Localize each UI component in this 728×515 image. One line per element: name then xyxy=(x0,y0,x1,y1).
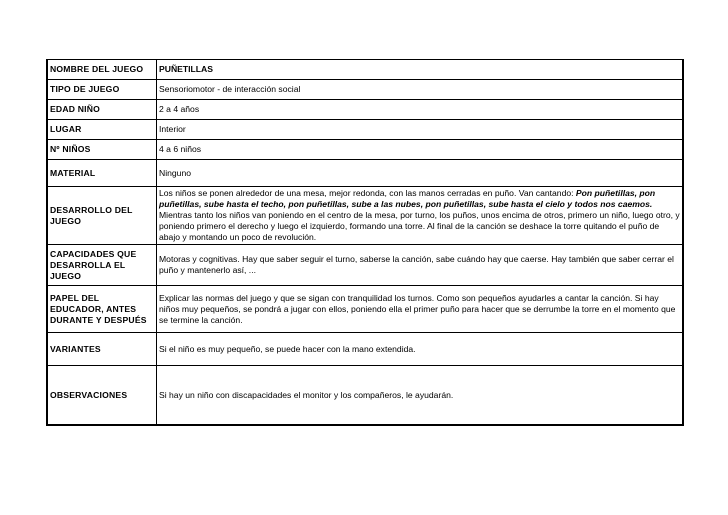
field-label-game-name: NOMBRE DEL JUEGO xyxy=(47,60,157,80)
development-text-intro: Los niños se ponen alrededor de una mesa, mejor redonda, con las manos cerradas en puño. Van cantando: xyxy=(159,188,576,198)
field-label-development: DESARROLLO DEL JUEGO xyxy=(47,187,157,245)
field-value-age: 2 a 4 años xyxy=(157,100,684,120)
table-row xyxy=(47,60,683,80)
field-value-development xyxy=(157,187,684,245)
game-sheet-table xyxy=(46,59,684,426)
table-row xyxy=(47,120,683,140)
field-label-observations: OBSERVACIONES xyxy=(47,366,157,426)
field-value-variants: Si el niño es muy pequeño, se puede hacer con la mano extendida. xyxy=(157,333,684,366)
development-text-rest: Mientras tanto los niños van poniendo en el centro de la mesa, por turno, los puños, unos encima de otros, primero un niño, luego otro, y poniendo primero el derecho y luego el izquierdo, formando una torre. Al final de la canción se deshace la torre quitando el puño de abajo y montando un poco de revolución. xyxy=(159,210,680,242)
field-value-capacities: Motoras y cognitivas. Hay que saber seguir el turno, saberse la canción, sabe cuándo hay que caerse. Hay también que saber cerrar el puño y mantenerlo así, ... xyxy=(157,245,684,286)
table-row xyxy=(47,100,683,120)
table-row xyxy=(47,187,683,245)
field-label-capacities: CAPACIDADES QUE DESARROLLA EL JUEGO xyxy=(47,245,157,286)
field-value-place: Interior xyxy=(157,120,684,140)
field-label-children-count: Nº NIÑOS xyxy=(47,140,157,160)
field-value-educator-role: Explicar las normas del juego y que se sigan con tranquilidad los turnos. Como son pequeños ayudarles a cantar la canción. Si hay niños muy pequeños, se pondrá a jugar con ellos, poniendo ella el primer puño para hacer que se derrumbe la torre en el momento que se termine la canción. xyxy=(157,286,684,333)
table-row xyxy=(47,80,683,100)
field-value-game-type: Sensoriomotor - de interacción social xyxy=(157,80,684,100)
field-label-age: EDAD NIÑO xyxy=(47,100,157,120)
field-label-variants: VARIANTES xyxy=(47,333,157,366)
table-row xyxy=(47,160,683,187)
development-song-lyrics: Pon puñetillas, pon puñetillas, sube hasta el techo, pon puñetillas, sube a las nubes, pon puñetillas, sube hasta el cielo y todos nos caemos. xyxy=(159,188,656,209)
field-label-game-type: TIPO DE JUEGO xyxy=(47,80,157,100)
field-value-material: Ninguno xyxy=(157,160,684,187)
table-row xyxy=(47,140,683,160)
field-label-place: LUGAR xyxy=(47,120,157,140)
field-value-game-name: PUÑETILLAS xyxy=(157,60,684,80)
field-value-children-count: 4 a 6 niños xyxy=(157,140,684,160)
table-row xyxy=(47,333,683,366)
table-row xyxy=(47,245,683,286)
table-row xyxy=(47,286,683,333)
table-row xyxy=(47,366,683,426)
field-label-material: MATERIAL xyxy=(47,160,157,187)
field-label-educator-role: PAPEL DEL EDUCADOR, ANTES DURANTE Y DESPUÉS xyxy=(47,286,157,333)
field-value-observations: Si hay un niño con discapacidades el monitor y los compañeros, le ayudarán. xyxy=(157,366,684,426)
